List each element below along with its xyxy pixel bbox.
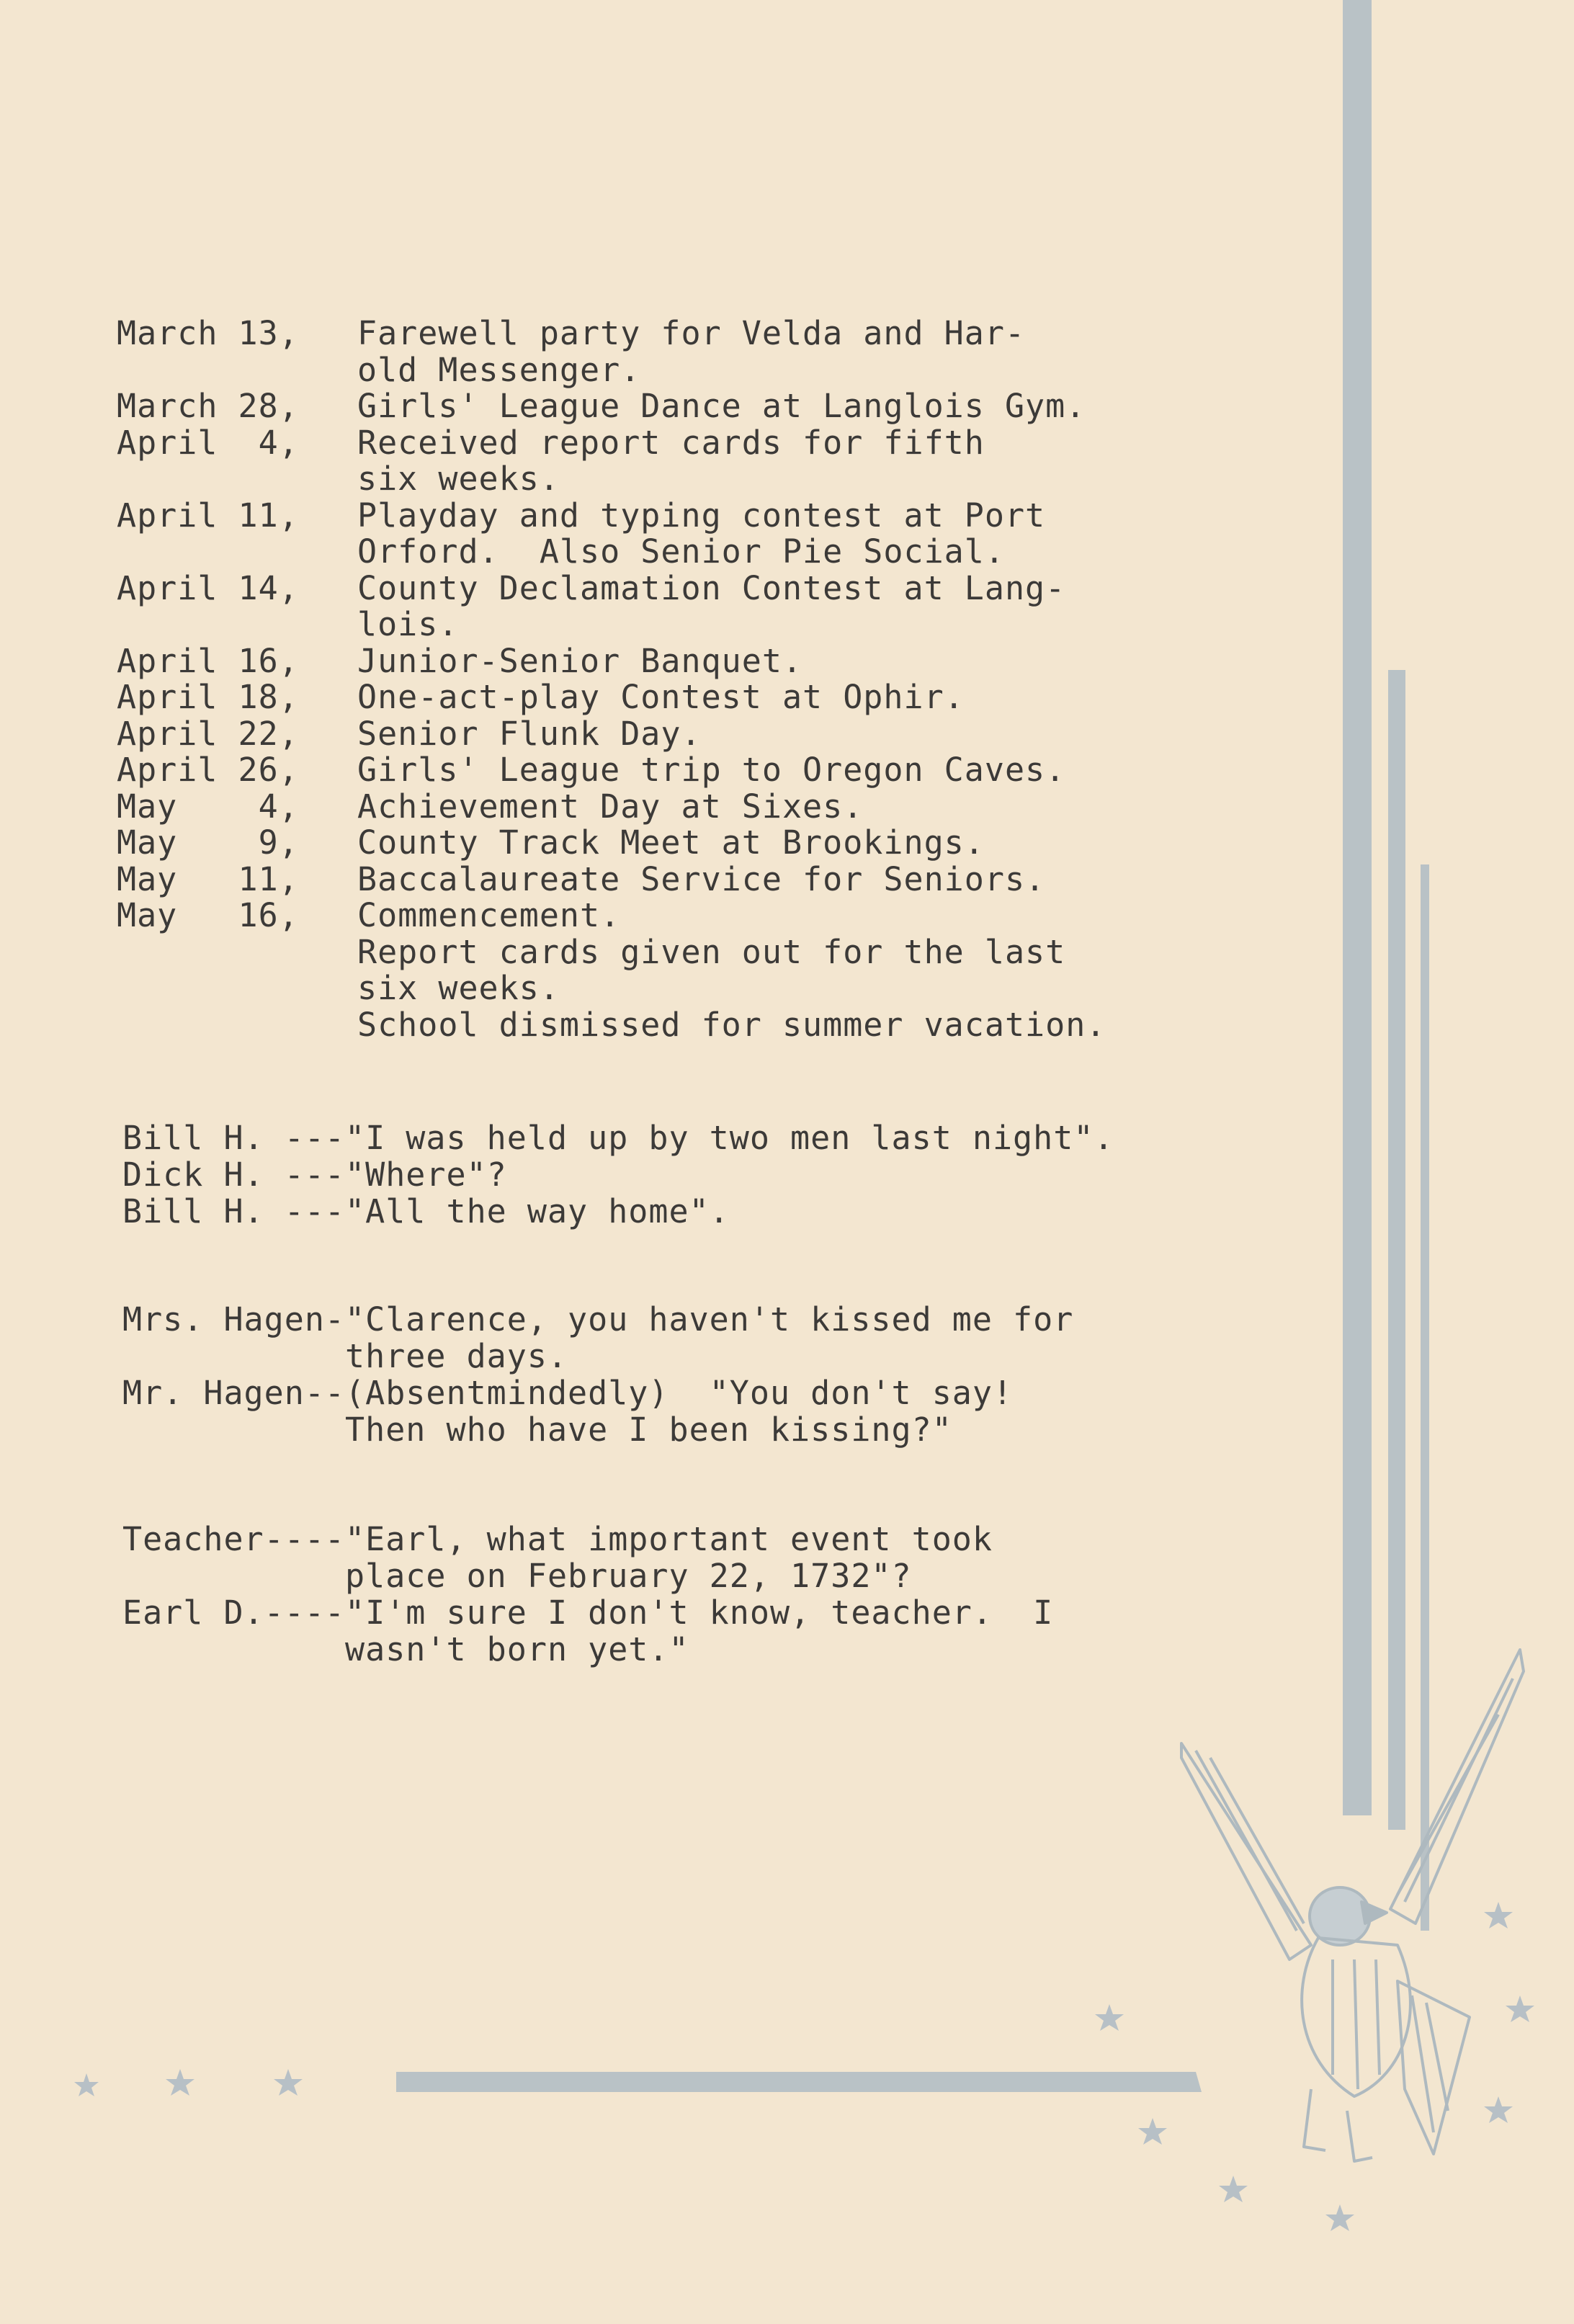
joke-line: Bill H. ---"All the way home". bbox=[122, 1192, 730, 1230]
star-icon bbox=[166, 2069, 194, 2096]
calendar-event-text: County Declamation Contest at Lang- bbox=[357, 568, 1066, 607]
bottom-horizontal-stripe bbox=[396, 2072, 1202, 2092]
calendar-date: May 4, bbox=[117, 787, 299, 826]
calendar-event-text: Senior Flunk Day. bbox=[357, 714, 702, 753]
star-icon bbox=[1219, 2176, 1248, 2202]
joke-line: place on February 22, 1732"? bbox=[122, 1557, 912, 1595]
joke-line: Dick H. ---"Where"? bbox=[122, 1156, 507, 1194]
calendar-event-text: six weeks. bbox=[357, 969, 560, 1007]
calendar-event-text: Orford. Also Senior Pie Social. bbox=[357, 532, 1005, 571]
calendar-event-text: Girls' League trip to Oregon Caves. bbox=[357, 751, 1066, 789]
star-icon bbox=[274, 2069, 303, 2096]
calendar-event-text: old Messenger. bbox=[357, 350, 641, 389]
calendar-date: March 13, bbox=[117, 314, 299, 352]
calendar-date: April 22, bbox=[117, 714, 299, 753]
second-vertical-stripe bbox=[1388, 670, 1405, 1830]
main-vertical-stripe bbox=[1343, 0, 1372, 1815]
joke-line: Then who have I been kissing?" bbox=[122, 1411, 952, 1449]
star-icon bbox=[1484, 1902, 1513, 1929]
joke-line: Teacher----"Earl, what important event took bbox=[122, 1520, 993, 1558]
calendar-date: March 28, bbox=[117, 387, 299, 425]
calendar-event-text: Baccalaureate Service for Seniors. bbox=[357, 859, 1046, 898]
joke-line: Mrs. Hagen-"Clarence, you haven't kissed me for bbox=[122, 1300, 1074, 1338]
third-vertical-stripe bbox=[1421, 864, 1429, 1931]
star-icon bbox=[1484, 2096, 1513, 2123]
star-icon bbox=[1506, 1995, 1534, 2022]
joke-line: Bill H. ---"I was held up by two men last night". bbox=[122, 1119, 1114, 1157]
joke-line: Mr. Hagen--(Absentmindedly) "You don't say! bbox=[122, 1374, 1014, 1412]
star-icon bbox=[1325, 2204, 1354, 2231]
calendar-date: April 18, bbox=[117, 678, 299, 716]
calendar-event-text: Farewell party for Velda and Har- bbox=[357, 314, 1026, 352]
calendar-event-text: Girls' League Dance at Langlois Gym. bbox=[357, 387, 1086, 425]
calendar-event-text: One-act-play Contest at Ophir. bbox=[357, 678, 965, 716]
calendar-date: May 9, bbox=[117, 823, 299, 862]
vertical-stripes bbox=[1343, 0, 1429, 1931]
calendar-event-text: School dismissed for summer vacation. bbox=[357, 1005, 1106, 1044]
calendar-event-text: Playday and typing contest at Port bbox=[357, 496, 1046, 535]
joke-line: Earl D.----"I'm sure I don't know, teacher. I bbox=[122, 1594, 1054, 1632]
calendar-event-text: Received report cards for fifth bbox=[357, 423, 985, 462]
calendar-event-text: Junior-Senior Banquet. bbox=[357, 641, 803, 680]
calendar-event-text: Commencement. bbox=[357, 896, 621, 934]
calendar-date: April 4, bbox=[117, 423, 299, 462]
calendar-date: April 26, bbox=[117, 751, 299, 789]
calendar-event-text: six weeks. bbox=[357, 460, 560, 498]
star-icon bbox=[74, 2073, 99, 2096]
calendar-date: April 14, bbox=[117, 568, 299, 607]
calendar-event-text: Report cards given out for the last bbox=[357, 932, 1066, 971]
calendar-event-text: Achievement Day at Sixes. bbox=[357, 787, 864, 826]
calendar-date: April 11, bbox=[117, 496, 299, 535]
star-row bbox=[74, 1902, 1534, 2231]
calendar-date: April 16, bbox=[117, 641, 299, 680]
star-icon bbox=[1095, 2004, 1124, 2031]
calendar-date: May 16, bbox=[117, 896, 299, 934]
joke-line: three days. bbox=[122, 1337, 568, 1375]
joke-line: wasn't born yet." bbox=[122, 1630, 689, 1668]
calendar-event-text: County Track Meet at Brookings. bbox=[357, 823, 985, 862]
star-icon bbox=[1138, 2118, 1167, 2145]
calendar-date: May 11, bbox=[117, 859, 299, 898]
calendar-event-text: lois. bbox=[357, 605, 459, 643]
